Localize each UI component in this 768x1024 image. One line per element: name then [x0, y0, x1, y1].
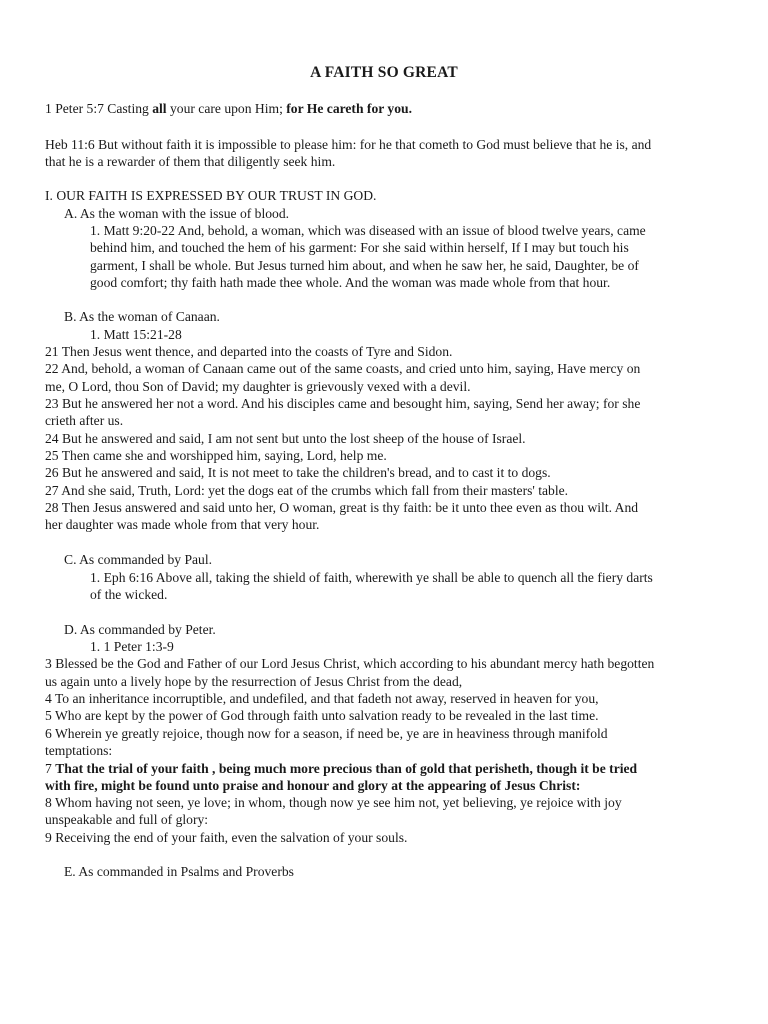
peter-1-line: temptations:: [45, 743, 113, 758]
heb-line: Heb 11:6 But without faith it is impossible to please him: for he that cometh to God must believe that he is, and: [45, 137, 652, 152]
subheading-e: E. As commanded in Psalms and Proverbs: [64, 864, 294, 879]
matt-15-line: 22 And, behold, a woman of Canaan came out of the same coasts, and cried unto him, saying, Have mercy on: [45, 361, 641, 376]
peter-1-line: 8 Whom having not seen, ye love; in whom, though now ye see him not, yet believing, ye rejoice with joy: [45, 795, 622, 810]
matt-15-line: 24 But he answered and said, I am not sent but unto the lost sheep of the house of Israel.: [45, 431, 526, 446]
verse-7-bold-text: That the trial of your faith , being much more precious than of gold that perisheth, though it be tried: [55, 761, 638, 776]
matt-15-line: 27 And she said, Truth, Lord: yet the dogs eat of the crumbs which fall from their masters' table.: [45, 483, 569, 498]
matt-9-line: behind him, and touched the hem of his garment: For she said within herself, If I may but touch his: [90, 240, 629, 255]
verse-ref-text: 1 Peter 5:7 Casting: [45, 101, 153, 116]
section-heading: I. OUR FAITH IS EXPRESSED BY OUR TRUST IN GOD.: [45, 188, 377, 203]
peter-1-verse-7: [45, 760, 637, 777]
peter-1-line: 4 To an inheritance incorruptible, and undefiled, and that fadeth not away, reserved in heaven for you,: [45, 691, 599, 706]
matt-9-line: good comfort; thy faith hath made thee whole. And the woman was made whole from that hour.: [90, 275, 611, 290]
subheading-d: D. As commanded by Peter.: [64, 622, 216, 637]
peter-1-line: 3 Blessed be the God and Father of our Lord Jesus Christ, which according to his abundant mercy hath begotten: [45, 656, 655, 671]
subheading-a: A. As the woman with the issue of blood.: [64, 206, 290, 221]
verse-bold-all: all: [152, 101, 167, 116]
verse-bold-careth: for He careth for you.: [286, 101, 412, 116]
matt-15-line: 23 But he answered her not a word. And his disciples came and besought him, saying, Send her away; for she: [45, 396, 641, 411]
peter-1-line: 9 Receiving the end of your faith, even the salvation of your souls.: [45, 830, 408, 845]
peter-1-verse-7-cont: [45, 777, 580, 794]
matt-15-line: crieth after us.: [45, 413, 124, 428]
subheading-b: B. As the woman of Canaan.: [64, 309, 220, 324]
verse-1-peter-5-7: [45, 100, 412, 117]
matt-15-ref: 1. Matt 15:21-28: [90, 327, 182, 342]
matt-9-line: 1. Matt 9:20-22 And, behold, a woman, which was diseased with an issue of blood twelve years, came: [90, 223, 646, 238]
page-title: A FAITH SO GREAT: [310, 64, 458, 81]
matt-15-line: her daughter was made whole from that very hour.: [45, 517, 320, 532]
matt-15-line: 26 But he answered and said, It is not meet to take the children's bread, and to cast it to dogs.: [45, 465, 551, 480]
peter-1-line: 5 Who are kept by the power of God through faith unto salvation ready to be revealed in the last time.: [45, 708, 599, 723]
subheading-c: C. As commanded by Paul.: [64, 552, 213, 567]
matt-9-line: garment, I shall be whole. But Jesus turned him about, and when he saw her, he said, Daughter, be of: [90, 258, 639, 273]
peter-1-ref: 1. 1 Peter 1:3-9: [90, 639, 174, 654]
matt-15-line: 28 Then Jesus answered and said unto her, O woman, great is thy faith: be it unto thee even as thou wilt. And: [45, 500, 639, 515]
verse-mid-text: your care upon Him;: [166, 101, 287, 116]
peter-1-line: 6 Wherein ye greatly rejoice, though now for a season, if need be, ye are in heaviness through manifold: [45, 726, 608, 741]
verse-7-number: 7: [45, 761, 56, 776]
matt-15-line: 25 Then came she and worshipped him, saying, Lord, help me.: [45, 448, 387, 463]
eph-line: 1. Eph 6:16 Above all, taking the shield of faith, wherewith ye shall be able to quench all the fiery darts: [90, 570, 653, 585]
verse-7-bold-text: with fire, might be found unto praise and honour and glory at the appearing of Jesus Christ:: [45, 778, 581, 793]
peter-1-line: unspeakable and full of glory:: [45, 812, 209, 827]
peter-1-line: us again unto a lively hope by the resurrection of Jesus Christ from the dead,: [45, 674, 463, 689]
matt-15-line: me, O Lord, thou Son of David; my daughter is grievously vexed with a devil.: [45, 379, 471, 394]
matt-15-line: 21 Then Jesus went thence, and departed into the coasts of Tyre and Sidon.: [45, 344, 453, 359]
heb-line: that he is a rewarder of them that diligently seek him.: [45, 154, 336, 169]
eph-line: of the wicked.: [90, 587, 168, 602]
